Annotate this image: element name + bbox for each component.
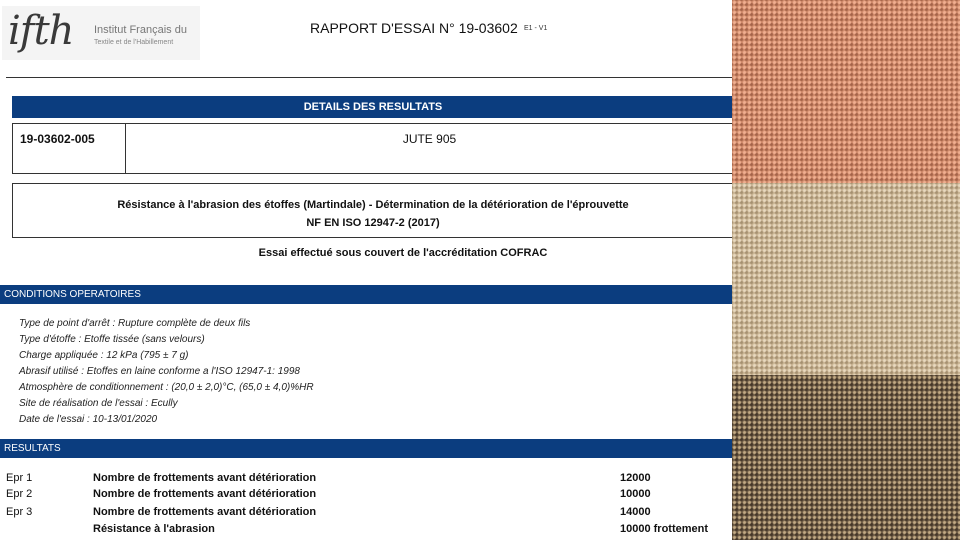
condition-item: Type de point d'arrêt : Rupture complète de deux fils — [19, 318, 251, 329]
test-method-standard: NF EN ISO 12947-2 (2017) — [306, 217, 440, 229]
condition-item: Type d'étoffe : Etoffe tissée (sans velours) — [19, 334, 205, 345]
result-row — [0, 488, 732, 505]
sample-name: JUTE 905 — [402, 132, 457, 146]
result-description: Nombre de frottements avant détérioration — [93, 472, 317, 484]
conditions-list — [19, 316, 314, 428]
result-value: 10000 — [620, 488, 651, 500]
fabric-swatch-beige — [732, 183, 960, 375]
conditions-section-bar: CONDITIONS OPERATOIRES — [0, 285, 732, 304]
test-method-box — [12, 183, 732, 238]
header-divider — [6, 77, 732, 78]
result-row — [0, 523, 732, 540]
result-value: 12000 — [620, 472, 651, 484]
sample-box — [12, 123, 732, 174]
result-label: Epr 2 — [6, 488, 33, 500]
result-row — [0, 506, 732, 523]
logo-line2: Textile et de l'Habillement — [94, 39, 174, 46]
condition-item: Date de l'essai : 10-13/01/2020 — [19, 414, 158, 425]
result-value: 10000 frottement — [620, 523, 709, 535]
condition-item: Abrasif utilisé : Etoffes en laine conforme a l'ISO 12947-1: 1998 — [19, 366, 300, 377]
details-section-bar: DETAILS DES RESULTATS — [12, 96, 732, 118]
condition-item: Charge appliquée : 12 kPa (795 ± 7 g) — [19, 350, 189, 361]
sample-id: 19-03602-005 — [20, 132, 95, 146]
report-title: RAPPORT D'ESSAI N° 19-03602 — [310, 20, 518, 36]
logo-mark: ifth — [8, 8, 74, 54]
result-label: Epr 3 — [6, 506, 33, 518]
test-method-title: Résistance à l'abrasion des étoffes (Martindale) - Détermination de la détérioration de l'éprouvette — [117, 199, 629, 211]
results-section-bar: RESULTATS — [0, 439, 732, 458]
result-label: Epr 1 — [6, 472, 33, 484]
result-description: Résistance à l'abrasion — [93, 523, 215, 535]
result-description: Nombre de frottements avant détérioration — [93, 488, 317, 500]
result-description: Nombre de frottements avant détérioration — [93, 506, 317, 518]
fabric-swatch-orange — [732, 0, 960, 183]
ifth-logo — [2, 6, 200, 60]
condition-item: Site de réalisation de l'essai : Ecully — [19, 398, 178, 409]
result-value: 14000 — [620, 506, 651, 518]
accreditation-note: Essai effectué sous couvert de l'accréditation COFRAC — [258, 247, 548, 259]
result-row — [0, 472, 732, 489]
condition-item: Atmosphère de conditionnement : (20,0 ± 2,0)°C, (65,0 ± 4,0)%HR — [19, 382, 314, 393]
report-version: E1 - V1 — [524, 25, 548, 32]
fabric-swatches — [732, 0, 960, 540]
logo-line1: Institut Français du — [94, 24, 187, 36]
fabric-swatch-brown — [732, 375, 960, 540]
